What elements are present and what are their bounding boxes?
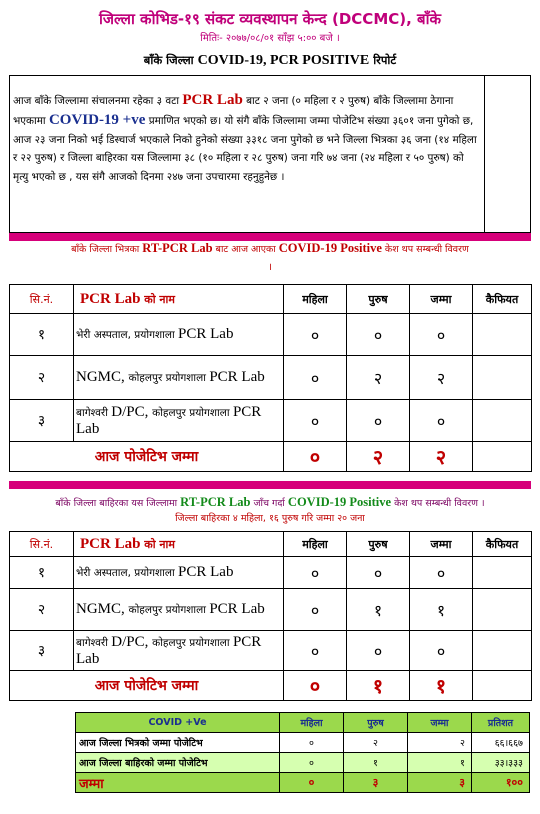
section2-subtitle: जिल्ला बाहिरका ४ महिला, १६ पुरुष गरि जम्मा २० जना: [175, 513, 365, 524]
row-lab-name-en: PCR Lab: [76, 633, 262, 667]
section1-title-b: RT-PCR Lab: [142, 241, 213, 255]
header-male: पुरुष: [347, 532, 410, 557]
row-lab-name: [74, 557, 284, 589]
row-male: १: [347, 589, 410, 631]
header-sn: सि.नं.: [10, 532, 74, 557]
row-female: ०: [284, 356, 347, 400]
report-title: जिल्ला कोभिड-१९ संकट व्यवस्थापन केन्द (DCCMC), बाँके: [99, 10, 441, 28]
header-female: महिला: [284, 532, 347, 557]
report-date: मितिः- २०७७/०८/०१ साँझ ५:०० बजे ।: [200, 33, 340, 44]
section2-title: [9, 495, 531, 526]
row-lab-name-en: PCR Lab: [178, 564, 234, 580]
row-lab-name-ne: कोहलपुर प्रयोगशाला: [128, 604, 210, 616]
summary-row-label: आज जिल्ला बाहिरको जम्मा पोजेटिभ: [76, 753, 280, 773]
header-lab-name-ne: को नाम: [140, 537, 175, 551]
row-lab-name: [74, 589, 284, 631]
row-male: ०: [347, 314, 410, 356]
row-lab-name: [74, 356, 284, 400]
row-lab-name-ne: भेरी अस्पताल, प्रयोगशाला: [76, 567, 179, 579]
row-remarks: [473, 314, 532, 356]
section2-title-c: जाँच गर्दा: [250, 498, 288, 509]
section2-title-e: केश थप सम्बन्धी विवरण ।: [391, 498, 485, 509]
header-lab-name: [74, 532, 284, 557]
row-lab-name-en-pre: NGMC,: [76, 369, 129, 385]
header-lab-name: [74, 285, 284, 314]
row-total: १: [410, 589, 473, 631]
row-lab-name: [74, 631, 284, 671]
summary-row-total: १: [408, 753, 472, 773]
summary-header-total: जम्मा: [408, 713, 472, 733]
row-lab-name-en: PCR Lab: [178, 326, 234, 342]
total-male: १: [347, 671, 410, 701]
row-lab-name-en-mid: D/PC,: [111, 403, 153, 420]
row-remarks: [473, 631, 532, 671]
header-total: जम्मा: [410, 285, 473, 314]
header-remarks: कैफियत: [473, 532, 532, 557]
row-lab-name-en: PCR Lab: [76, 403, 262, 437]
row-total: ०: [410, 557, 473, 589]
table-row: [10, 589, 532, 631]
row-female: ०: [284, 631, 347, 671]
summary-text-1: आज बाँके जिल्लामा संचालनमा रहेका ३ वटा: [13, 95, 183, 107]
header-male: पुरुष: [347, 285, 410, 314]
row-lab-name-ne: भेरी अस्पताल, प्रयोगशाला: [76, 329, 179, 341]
summary-total-total: ३: [408, 773, 472, 793]
row-sn: २: [10, 356, 74, 400]
row-lab-name-en-pre: NGMC,: [76, 601, 129, 617]
row-male: ०: [347, 631, 410, 671]
summary-row-female: ०: [280, 753, 344, 773]
table-header-row: [10, 285, 532, 314]
header-lab-name-en: PCR Lab: [80, 535, 141, 552]
row-sn: २: [10, 589, 74, 631]
summary-row: [76, 753, 530, 773]
total-label: आज पोजेटिभ जम्मा: [10, 442, 284, 472]
total-label: आज पोजेटिभ जम्मा: [10, 671, 284, 701]
total-total: १: [410, 671, 473, 701]
section1-title-c: बाट आज आएका: [212, 244, 279, 255]
row-remarks: [473, 589, 532, 631]
header-female: महिला: [284, 285, 347, 314]
row-total: २: [410, 356, 473, 400]
row-male: ०: [347, 400, 410, 442]
row-lab-name-en: PCR Lab: [209, 601, 265, 617]
row-remarks: [473, 400, 532, 442]
row-sn: १: [10, 557, 74, 589]
row-male: २: [347, 356, 410, 400]
summary-pcr-lab: PCR Lab: [182, 92, 243, 108]
section1-title-d: COVID-19 Positive: [278, 241, 382, 255]
row-total: ०: [410, 400, 473, 442]
section2-title-b: RT-PCR Lab: [180, 495, 251, 509]
lab-table-outside: [9, 531, 532, 701]
section2-title-d: COVID-19 Positive: [287, 495, 392, 509]
table-row: [10, 356, 532, 400]
table-row: [10, 557, 532, 589]
header-remarks: कैफियत: [473, 285, 532, 314]
summary-divider: [484, 75, 485, 233]
total-remarks: [473, 442, 532, 472]
section1-title: [9, 240, 531, 258]
section-divider-bar: [9, 481, 531, 489]
row-female: ०: [284, 557, 347, 589]
subtitle-district: बाँके जिल्ला: [143, 53, 194, 67]
row-female: ०: [284, 400, 347, 442]
header-sn: सि.नं.: [10, 285, 74, 314]
header-lab-name-ne: को नाम: [140, 292, 175, 306]
summary-row-male: १: [344, 753, 408, 773]
summary-table: [75, 712, 530, 793]
lab-table-inside: [9, 284, 532, 472]
summary-total-percent: १००: [472, 773, 530, 793]
table-header-row: [10, 532, 532, 557]
report-header: [0, 8, 540, 69]
summary-total-label: जम्मा: [76, 773, 280, 793]
summary-row-percent: ६६।६६७: [472, 733, 530, 753]
summary-header-percent: प्रतिशत: [472, 713, 530, 733]
summary-row-percent: ३३।३३३: [472, 753, 530, 773]
section1-title-end: ।: [268, 262, 272, 273]
row-lab-name-ne: बागेश्वरी: [76, 636, 112, 649]
row-female: ०: [284, 314, 347, 356]
header-total: जम्मा: [410, 532, 473, 557]
summary-total-female: ०: [280, 773, 344, 793]
section1-title-e: केश थप सम्बन्धी विवरण: [381, 244, 469, 255]
row-sn: ३: [10, 400, 74, 442]
summary-total-row: [76, 773, 530, 793]
summary-row-total: २: [408, 733, 472, 753]
summary-header-row: [76, 713, 530, 733]
row-remarks: [473, 356, 532, 400]
section2-title-a: बाँके जिल्ला बाहिरका यस जिल्लामा: [55, 498, 181, 509]
row-lab-name: [74, 314, 284, 356]
row-remarks: [473, 557, 532, 589]
total-female: ०: [284, 671, 347, 701]
summary-header-covid: COVID +Ve: [76, 713, 280, 733]
summary-row-label: आज जिल्ला भित्रको जम्मा पोजेटिभ: [76, 733, 280, 753]
summary-text-3: प्रमाणित भएको छ। यो संगै बाँके जिल्लामा जम्मा पोजेटिभ संख्या ३६०१ जना पुगेको छ, आज २३ जना निको भई डिस्चार्ज भएकाले निको हुनेको संख्या ३३१८ जना पुगेको छ भने जिल्ला भित्रका ३६ जना (१४ महिला र २२ पुरुष) र जिल्ला बाहिरका यस जिल्लामा ३८ (१० महिला र २८ पुरुष) जना गरि ७४ जना (२४ महिला र ५० पुरुष) को मृत्यु भएको छ , यस संगै आजको दिनमा २४७ जना उपचारमा रहनुहुनेछ ।: [13, 114, 477, 184]
summary-total-male: ३: [344, 773, 408, 793]
summary-text-2: बाट २ जना (० महिला र २ पुरुष) बाँके जिल्लामा ठेगाना भएकामा: [13, 95, 454, 127]
row-male: ०: [347, 557, 410, 589]
section1-title-a: बाँके जिल्ला भित्रका: [71, 244, 143, 255]
summary-row-male: २: [344, 733, 408, 753]
row-lab-name-en: PCR Lab: [209, 369, 265, 385]
row-sn: ३: [10, 631, 74, 671]
row-lab-name-ne2: कोहलपुर प्रयोगशाला: [152, 406, 233, 419]
row-lab-name-ne: बागेश्वरी: [76, 406, 112, 419]
report-subtitle: [0, 52, 540, 69]
summary-row-female: ०: [280, 733, 344, 753]
total-row: [10, 671, 532, 701]
row-female: ०: [284, 589, 347, 631]
row-total: ०: [410, 314, 473, 356]
total-female: ०: [284, 442, 347, 472]
table-row: [10, 400, 532, 442]
subtitle-report: रिपोर्ट: [373, 53, 397, 67]
header-lab-name-en: PCR Lab: [80, 290, 141, 307]
total-male: २: [347, 442, 410, 472]
subtitle-covid: COVID-19, PCR POSITIVE: [197, 53, 370, 68]
summary-header-female: महिला: [280, 713, 344, 733]
summary-header-male: पुरुष: [344, 713, 408, 733]
row-lab-name: [74, 400, 284, 442]
table-row: [10, 631, 532, 671]
summary-paragraph: [13, 91, 477, 187]
row-lab-name-ne2: कोहलपुर प्रयोगशाला: [152, 636, 233, 649]
total-total: २: [410, 442, 473, 472]
summary-row: [76, 733, 530, 753]
row-lab-name-en-mid: D/PC,: [111, 633, 153, 650]
summary-covid-positive: COVID-19 +ve: [48, 111, 146, 128]
total-row: [10, 442, 532, 472]
row-total: ०: [410, 631, 473, 671]
row-lab-name-ne: कोहलपुर प्रयोगशाला: [128, 372, 210, 384]
row-sn: १: [10, 314, 74, 356]
total-remarks: [473, 671, 532, 701]
table-row: [10, 314, 532, 356]
